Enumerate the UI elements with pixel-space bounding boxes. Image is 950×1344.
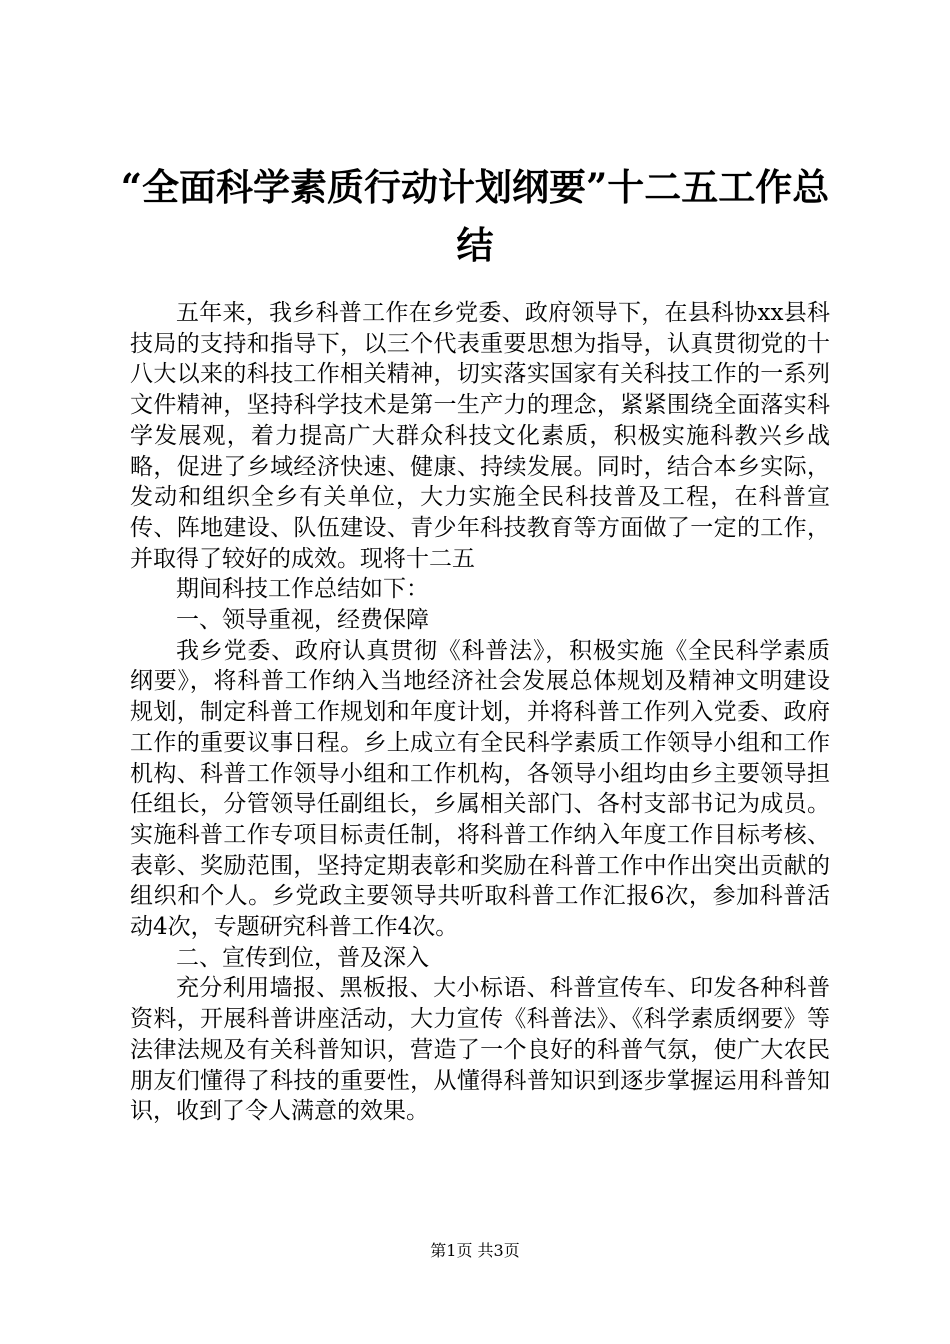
section-heading-publicity: 二、宣传到位，普及深入 [176,944,429,971]
paragraph-intro: 五年来，我乡科普工作在乡党委、政府领导下，在县科协xx县科技局的支持和指导下，以三个代表重要思想为指导，认真贯彻党的十八大以来的科技工作相关精神，切实落实国家有关科技工作的一系列文件精神，坚持科学技术是第一生产力的理念，紧紧围绕全面落实科学发展观，着力提高广大群众科技文化素质，积极实施科教兴乡战略，促进了乡域经济快速、健康、持续发展。同时，结合本乡实际，发动和组织全乡有关单位，大力实施全民科技普及工程，在科普宣传、阵地建设、队伍建设、青少年科技教育等方面做了一定的工作，并取得了较好的成效。现将十二五 [130,300,830,572]
paragraph-leadership: 我乡党委、政府认真贯彻《科普法》，积极实施《全民科学素质纲要》，将科普工作纳入当地经济社会发展总体规划及精神文明建设规划，制定科普工作规划和年度计划，并将科普工作列入党委、政府工作的重要议事日程。乡上成立有全民科学素质工作领导小组和工作机构、科普工作领导小组和工作机构，各领导小组均由乡主要领导担任组长，分管领导任副组长，乡属相关部门、各村支部书记为成员。实施科普工作专项目标责任制，将科普工作纳入年度工作目标考核、表彰、奖励范围，坚持定期表彰和奖励在科普工作中作出突出贡献的组织和个人。乡党政主要领导共听取科普工作汇报6次，参加科普活动4次，专题研究科普工作4次。 [130,637,830,941]
document-body [130,298,830,1127]
page-number-footer: 第1页 共3页 [430,1241,520,1260]
paragraph-summary-lead: 期间科技工作总结如下： [176,576,429,603]
paragraph-publicity: 充分利用墙报、黑板报、大小标语、科普宣传车、印发各种科普资料，开展科普讲座活动，大力宣传《科普法》、《科学素质纲要》等法律法规及有关科普知识，营造了一个良好的科普气氛，使广大农民朋友们懂得了科技的重要性，从懂得科普知识到逐步掌握运用科普知识，收到了令人满意的效果。 [130,975,830,1125]
document-title: “全面科学素质行动计划纲要”十二五工作总结 [120,165,830,267]
section-heading-leadership: 一、领导重视，经费保障 [176,607,429,634]
